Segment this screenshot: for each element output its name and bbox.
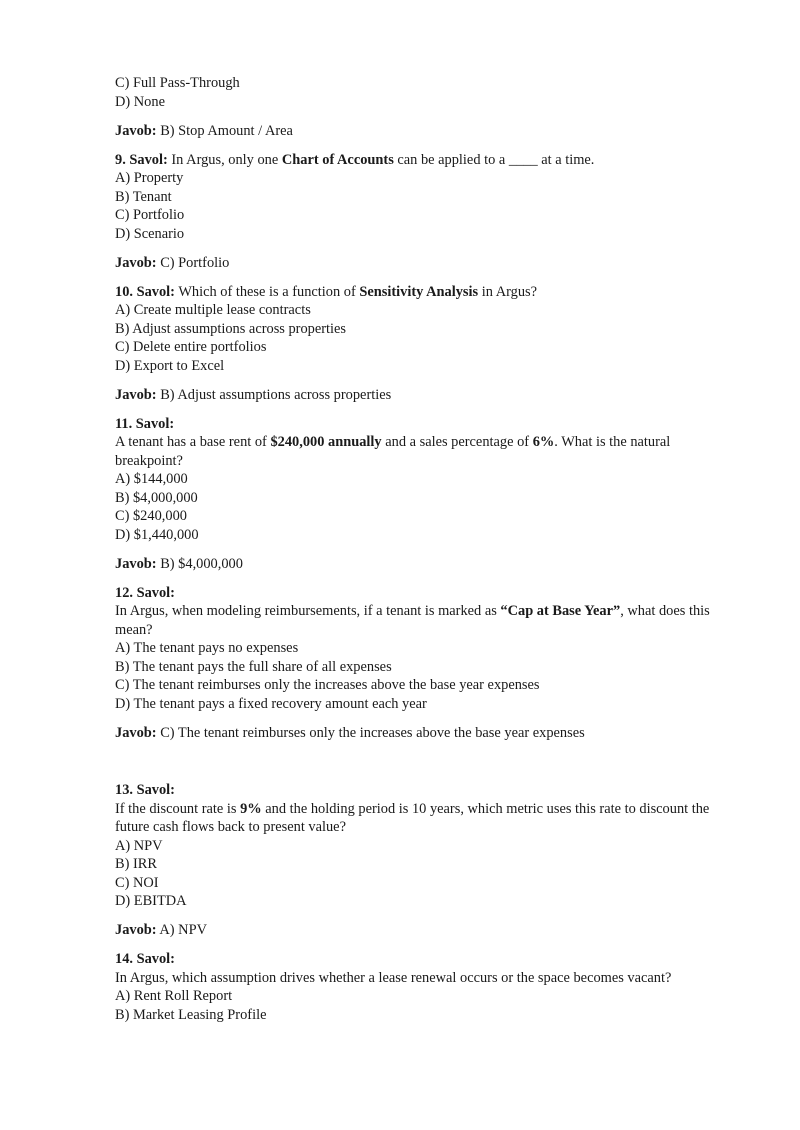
option: C) NOI [115, 874, 159, 891]
question-label [115, 950, 735, 969]
option: A) Property [115, 170, 184, 186]
option: A) The tenant pays no expenses [115, 640, 299, 656]
option: B) The tenant pays the full share of all expenses [115, 658, 392, 675]
option: B) $4,000,000 [115, 489, 198, 506]
question-label [115, 584, 735, 603]
question-label [115, 415, 735, 434]
document-page [115, 74, 735, 1024]
question-text: , what does this mean? [115, 603, 710, 638]
option: B) Adjust assumptions across properties [115, 320, 347, 337]
question-text: If the discount rate is [115, 800, 237, 817]
answer-line [115, 555, 735, 574]
option: A) NPV [115, 837, 163, 854]
option: C) Portfolio [115, 207, 185, 223]
question-text: In Argus, when modeling reimbursements, if a tenant is marked as [115, 603, 497, 619]
answer-line [115, 122, 735, 141]
option: C) Delete entire portfolios [115, 339, 267, 355]
option: B) IRR [115, 856, 157, 872]
question-text: A tenant has a base rent of [115, 434, 267, 450]
question-label-text: 11. Savol: [115, 415, 175, 432]
option: A) Rent Roll Report [115, 988, 233, 1004]
answer-text: B) Stop Amount / Area [160, 122, 293, 139]
question-bold: 9% [240, 800, 262, 817]
option: D) Scenario [115, 225, 185, 242]
question-14-text: In Argus, which assumption drives whether a lease renewal occurs or the space becomes vacant? [115, 969, 672, 986]
question-bold: Sensitivity Analysis [359, 283, 479, 300]
option: D) None [115, 93, 165, 110]
answer-text: A) NPV [159, 922, 207, 938]
question-text: . What is the natural breakpoint? [115, 434, 671, 469]
answer-label: Javob: [115, 555, 157, 572]
question-label-text: 14. Savol: [115, 951, 175, 967]
question-text: Which of these is a function of [178, 283, 356, 300]
option: D) The tenant pays a fixed recovery amount each year [115, 695, 427, 712]
question-bold: 6% [532, 434, 555, 450]
question-label: 10. Savol: [115, 283, 175, 300]
option: C) $240,000 [115, 508, 187, 524]
answer-text: C) Portfolio [160, 254, 230, 271]
question-text: in Argus? [481, 283, 538, 300]
question-label [115, 781, 735, 800]
answer-label: Javob: [115, 724, 157, 741]
question-text: and the holding period is 10 years, which metric uses this rate to discount the future cash flows back to present value? [115, 800, 710, 835]
question-9 [115, 151, 735, 170]
option: B) Market Leasing Profile [115, 1006, 267, 1023]
question-text: In Argus, only one [171, 151, 279, 168]
question-bold: “Cap at Base Year” [500, 603, 621, 619]
option: D) Export to Excel [115, 357, 225, 374]
option: D) $1,440,000 [115, 526, 199, 543]
answer-line [115, 724, 735, 743]
question-label-text: 12. Savol: [115, 584, 175, 601]
answer-text: B) Adjust assumptions across properties [160, 386, 392, 403]
answer-label: Javob: [115, 386, 157, 403]
option: C) Full Pass-Through [115, 75, 240, 91]
question-12-text [115, 602, 735, 639]
answer-text: B) $4,000,000 [160, 555, 243, 572]
answer-line [115, 386, 735, 405]
option: A) $144,000 [115, 471, 188, 487]
question-10 [115, 283, 735, 302]
question-text: and a sales percentage of [385, 434, 530, 450]
option: D) EBITDA [115, 893, 187, 909]
option: A) Create multiple lease contracts [115, 302, 311, 318]
option: B) Tenant [115, 188, 172, 205]
question-11-text [115, 433, 735, 470]
question-text: can be applied to a ____ at a time. [397, 151, 595, 168]
option: C) The tenant reimburses only the increases above the base year expenses [115, 677, 540, 693]
answer-line [115, 921, 735, 940]
question-label: 9. Savol: [115, 151, 168, 168]
question-label-text: 13. Savol: [115, 782, 175, 798]
answer-text: C) The tenant reimburses only the increases above the base year expenses [160, 724, 585, 741]
answer-line [115, 254, 735, 273]
question-bold: Chart of Accounts [281, 151, 394, 168]
question-13-text [115, 800, 735, 837]
question-bold: $240,000 annually [270, 434, 382, 450]
answer-label: Javob: [115, 254, 157, 271]
answer-label: Javob: [115, 122, 157, 139]
answer-label: Javob: [115, 922, 157, 938]
